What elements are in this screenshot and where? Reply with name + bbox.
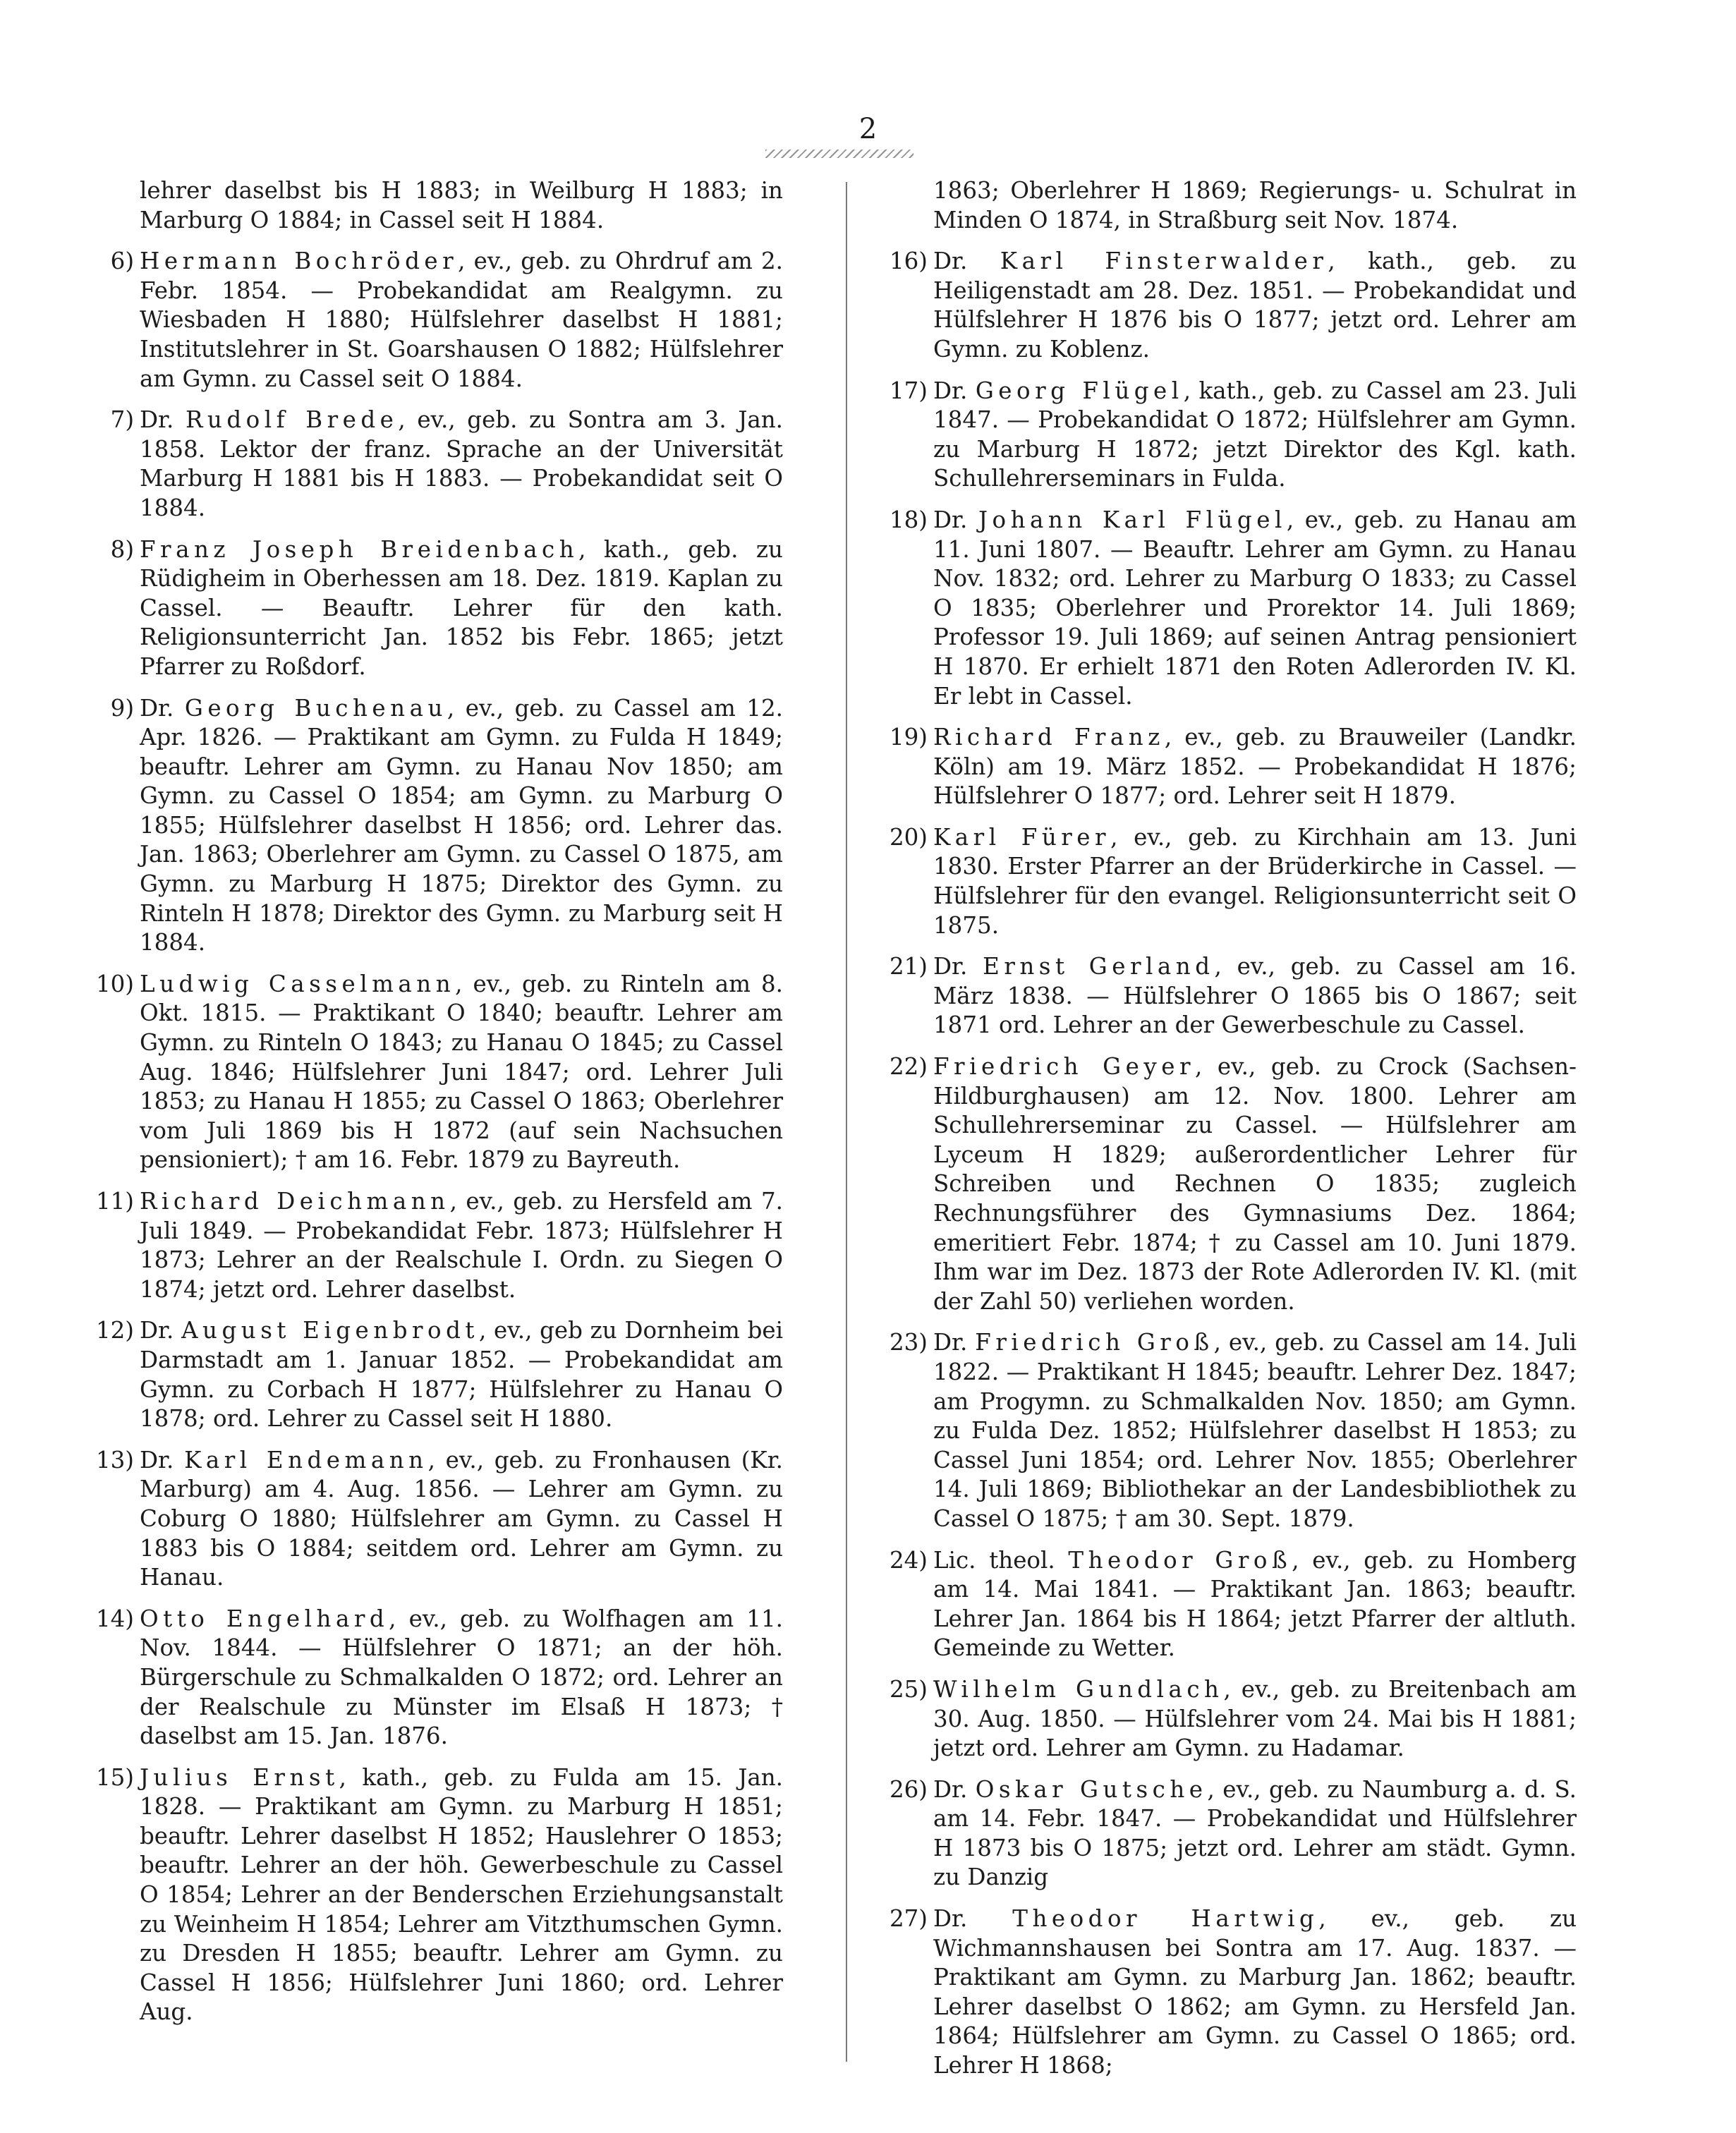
entry-6 xyxy=(78,247,783,394)
entry-8 xyxy=(78,535,783,682)
entry-text xyxy=(140,1763,783,2027)
entry-text xyxy=(933,1675,1577,1763)
entry-number: 16) xyxy=(889,248,928,275)
entry-number: 17) xyxy=(889,377,928,404)
entry-10 xyxy=(78,970,783,1175)
entry-number: 13) xyxy=(95,1446,134,1473)
entry-text xyxy=(933,823,1577,940)
entry-details: , ev., geb. zu Wichmannshausen bei Sontra am 17. Aug. 1837. — Praktikant am Gymn. zu Marburg Jan. 1862; beauftr. Lehrer daselbst O 1862; am Gymn. zu Hersfeld Jan. 1864; Hülfslehrer am Gymn. zu Cassel O 1865; ord. Lehrer H 1868; xyxy=(933,1905,1577,2079)
entry-name: Theodor Groß xyxy=(1068,1546,1292,1574)
entry-number: 24) xyxy=(889,1546,928,1574)
entry-text xyxy=(933,1775,1577,1892)
entry-15 xyxy=(78,1763,783,2027)
entry-text xyxy=(933,1328,1577,1533)
entry-number: 18) xyxy=(889,506,928,533)
entry-details: , ev., geb. zu Crock (Sachsen-Hildburghausen) am 12. Nov. 1800. Lehrer am Schullehrerseminar zu Cassel. — Hülfslehrer am Lyceum H 1829; außerordentlicher Lehrer für Schreiben und Rechnen O 1835; zugleich Rechnungsführer des Gymnasiums Dez. 1864; emeritiert Febr. 1874; † zu Cassel am 10. Juni 1879. Ihm war im Dez. 1873 der Rote Adlerorden IV. Kl. (mit der Zahl 50) verliehen worden. xyxy=(933,1053,1577,1315)
entry-prefix: Dr. xyxy=(933,953,983,980)
entry-details: , ev., geb. zu Hanau am 11. Juni 1807. — Beauftr. Lehrer am Gymn. zu Hanau Nov. 1832; ord. Lehrer zu Marburg O 1833; zu Cassel O 1835; Oberlehrer und Prorektor 14. Juli 1869; Professor 19. Juli 1869; auf seinen Antrag pensioniert H 1870. Er erhielt 1871 den Roten Adlerorden IV. Kl. Er lebt in Cassel. xyxy=(933,506,1577,710)
entry-24 xyxy=(871,1546,1577,1663)
right-column xyxy=(871,176,1577,2093)
entry-name: Richard Franz xyxy=(933,724,1165,751)
entry-prefix: Lic. theol. xyxy=(933,1546,1069,1574)
entry-prefix: Dr. xyxy=(933,1329,976,1356)
entry-name: Oskar Gutsche xyxy=(975,1775,1208,1803)
entry-number: 7) xyxy=(110,406,134,434)
entry-text xyxy=(933,506,1577,711)
entry-details: , kath., geb. zu Fulda am 15. Jan. 1828. — Praktikant am Gymn. zu Marburg H 1851; beauftr. Lehrer daselbst H 1852; Hauslehrer O 1853; beauftr. Lehrer an der höh. Gewerbeschule zu Cassel O 1854; Lehrer an der Benderschen Erziehungsanstalt zu Weinheim H 1854; Lehrer am Vitzthumschen Gymn. zu Dresden H 1855; beauftr. Lehrer am Gymn. zu Cassel H 1856; Hülfslehrer Juni 1860; ord. Lehrer Aug. xyxy=(140,1763,784,2026)
entry-details: , ev., geb. zu Rinteln am 8. Okt. 1815. — Praktikant O 1840; beauftr. Lehrer am Gymn. zu Rinteln O 1843; zu Hanau O 1845; zu Cassel Aug. 1846; Hülfslehrer Juni 1847; ord. Lehrer Juli 1853; zu Hanau H 1855; zu Cassel O 1863; Oberlehrer vom Juli 1869 bis H 1872 (auf sein Nachsuchen pensioniert); † am 16. Febr. 1879 zu Bayreuth. xyxy=(140,970,784,1174)
entry-prefix: Dr. xyxy=(933,506,978,533)
entry-23 xyxy=(871,1328,1577,1533)
entry-name: Hermann Bochröder xyxy=(140,248,459,275)
entry-17 xyxy=(871,377,1577,494)
entry-18 xyxy=(871,506,1577,711)
entry-7 xyxy=(78,406,783,523)
entry-number: 14) xyxy=(95,1605,134,1632)
entry-text xyxy=(140,1605,783,1751)
entry-12 xyxy=(78,1316,783,1433)
entry-number: 11) xyxy=(95,1188,134,1215)
entry-number: 19) xyxy=(889,724,928,751)
entry-details: , kath., geb. zu Rüdigheim in Oberhessen am 18. Dez. 1819. Kaplan zu Cassel. — Beauftr. Lehrer für den kath. Religionsunterricht Jan. 1852 bis Febr. 1865; jetzt Pfarrer zu Roßdorf. xyxy=(140,535,783,680)
entry-prefix: Dr. xyxy=(933,377,976,404)
entry-prefix: Dr. xyxy=(933,1905,1013,1933)
entry-name: Friedrich Groß xyxy=(975,1329,1214,1356)
entry-14 xyxy=(78,1605,783,1751)
entry-9 xyxy=(78,694,783,958)
entry-details: , ev., geb. zu Hersfeld am 7. Juli 1849. — Probekandidat Febr. 1873; Hülfslehrer H 1873; Lehrer an der Realschule I. Ordn. zu Siegen O 1874; jetzt ord. Lehrer daselbst. xyxy=(140,1188,783,1303)
entry-name: Georg Flügel xyxy=(975,377,1184,404)
entry-name: Ludwig Casselmann xyxy=(140,970,456,997)
entry-text xyxy=(140,1446,783,1593)
entry-number: 9) xyxy=(110,694,134,722)
entry-text xyxy=(933,1052,1577,1316)
entry-prefix: Dr. xyxy=(140,694,185,722)
entry-text xyxy=(933,952,1577,1040)
entry-name: Friedrich Geyer xyxy=(933,1053,1195,1081)
entry-text xyxy=(933,247,1577,364)
entry-19 xyxy=(871,723,1577,811)
entry-26 xyxy=(871,1775,1577,1892)
entry-text xyxy=(140,406,783,523)
entry-name: Theodor Hartwig xyxy=(1012,1905,1319,1933)
entry-details: , ev., geb. zu Sontra am 3. Jan. 1858. Lektor der franz. Sprache an der Universität Marburg H 1881 bis H 1883. — Probekandidat seit O 1884. xyxy=(140,406,783,521)
entry-text xyxy=(140,535,783,682)
entry-number: 8) xyxy=(110,535,134,563)
entry-11 xyxy=(78,1187,783,1304)
entry-name: Ernst Gerland xyxy=(983,953,1215,980)
entry-name: Karl Endemann xyxy=(184,1446,428,1473)
entry-details: , ev., geb. zu Ohrdruf am 2. Febr. 1854. — Probekandidat am Realgymn. zu Wiesbaden H 1880; Hülfslehrer daselbst H 1881; Institutslehrer in St. Goarshausen O 1882; Hülfslehrer am Gymn. zu Cassel seit O 1884. xyxy=(140,248,783,392)
entry-number: 25) xyxy=(889,1675,928,1703)
entry-details: , ev., geb. zu Kirchhain am 13. Juni 1830. Erster Pfarrer an der Brüderkirche in Cassel. — Hülfslehrer für den evangel. Religionsunterricht seit O 1875. xyxy=(933,823,1577,939)
column-divider xyxy=(846,182,847,2062)
entry-prefix: Dr. xyxy=(140,406,186,434)
entry-prefix: Dr. xyxy=(140,1446,185,1473)
entry-name: Franz Joseph Breidenbach xyxy=(140,535,579,563)
entry-16 xyxy=(871,247,1577,364)
entry-name: Georg Buchenau xyxy=(184,694,447,722)
entry-details: , ev., geb. zu Wolfhagen am 11. Nov. 1844. — Hülfslehrer O 1871; an der höh. Bürgerschule zu Schmalkalden O 1872; ord. Lehrer an der Realschule zu Münster im Elsaß H 1873; † daselbst am 15. Jan. 1876. xyxy=(140,1605,783,1750)
entry-21 xyxy=(871,952,1577,1040)
entry-name: August Eigenbrodt xyxy=(181,1317,479,1344)
entry-name: Rudolf Brede xyxy=(185,406,399,434)
entry-number: 10) xyxy=(95,970,134,997)
entry-text xyxy=(933,1904,1577,2081)
entry-25 xyxy=(871,1675,1577,1763)
entry-details: , ev., geb. zu Homberg am 14. Mai 1841. — Praktikant Jan. 1863; beauftr. Lehrer Jan. 1864 bis H 1864; jetzt Pfarrer der altluth. Gemeinde zu Wetter. xyxy=(933,1546,1577,1662)
ornament-rule xyxy=(765,150,913,158)
entry-text xyxy=(140,1187,783,1304)
entry-prefix: Dr. xyxy=(933,248,1000,275)
entry-number: 6) xyxy=(110,248,134,275)
entry-number: 27) xyxy=(889,1905,928,1933)
entry-name: Karl Finsterwalder xyxy=(1000,248,1328,275)
entry-text xyxy=(140,694,783,958)
entry-details: , kath., geb. zu Heiligenstadt am 28. Dez. 1851. — Probekandidat und Hülfslehrer H 1876 bis O 1877; jetzt ord. Lehrer am Gymn. zu Koblenz. xyxy=(933,248,1577,363)
entry-number: 20) xyxy=(889,823,928,851)
entry-details: , kath., geb. zu Cassel am 23. Juli 1847. — Probekandidat O 1872; Hülfslehrer am Gymn. zu Marburg H 1872; jetzt Direktor des Kgl. kath. Schullehrerseminars in Fulda. xyxy=(933,377,1577,492)
entry-22 xyxy=(871,1052,1577,1316)
entry-name: Johann Karl Flügel xyxy=(978,506,1287,533)
entry-number: 12) xyxy=(95,1317,134,1344)
entry-details: , ev., geb. zu Breitenbach am 30. Aug. 1850. — Hülfslehrer vom 24. Mai bis H 1881; jetzt ord. Lehrer am Gymn. zu Hadamar. xyxy=(933,1675,1577,1762)
entry-20 xyxy=(871,823,1577,940)
entry-text xyxy=(140,970,783,1175)
entry-name: Otto Engelhard xyxy=(140,1605,389,1632)
entry-prefix: Dr. xyxy=(933,1775,976,1803)
entry-name: Karl Fürer xyxy=(933,823,1111,851)
entry-text xyxy=(933,377,1577,494)
entry-name: Wilhelm Gundlach xyxy=(933,1675,1224,1703)
continuation-text: lehrer daselbst bis H 1883; in Weilburg H 1883; in Marburg O 1884; in Cassel seit H 1884. xyxy=(140,177,783,233)
entry-27 xyxy=(871,1904,1577,2081)
entry-text xyxy=(140,247,783,394)
entry-number: 23) xyxy=(889,1329,928,1356)
right-continuation xyxy=(871,176,1577,235)
entry-prefix: Dr. xyxy=(140,1317,182,1344)
continuation-text: 1863; Oberlehrer H 1869; Regierungs- u. Schulrat in Minden O 1874, in Straßburg seit Nov. 1874. xyxy=(933,177,1577,233)
entry-number: 15) xyxy=(95,1763,134,1791)
entry-details: , ev., geb zu Dornheim bei Darmstadt am 1. Januar 1852. — Probekandidat am Gymn. zu Corbach H 1877; Hülfslehrer zu Hanau O 1878; ord. Lehrer zu Cassel seit H 1880. xyxy=(140,1317,784,1433)
entry-details: , ev., geb. zu Cassel am 16. März 1838. — Hülfslehrer O 1865 bis O 1867; seit 1871 ord. Lehrer an der Gewerbeschule zu Cassel. xyxy=(933,953,1577,1039)
left-column xyxy=(78,176,783,2039)
entry-details: , ev., geb. zu Cassel am 12. Apr. 1826. — Praktikant am Gymn. zu Fulda H 1849; beauftr. Lehrer am Gymn. zu Hanau Nov 1850; am Gymn. zu Cassel O 1854; am Gymn. zu Marburg O 1855; Hülfslehrer daselbst H 1856; ord. Lehrer das. Jan. 1863; Oberlehrer am Gymn. zu Cassel O 1875, am Gymn. zu Marburg H 1875; Direktor des Gymn. zu Rinteln H 1878; Direktor des Gymn. zu Marburg seit H 1884. xyxy=(140,694,783,956)
entry-text xyxy=(140,1316,783,1433)
entry-details: , ev., geb. zu Fronhausen (Kr. Marburg) am 4. Aug. 1856. — Lehrer am Gymn. zu Coburg O 1880; Hülfslehrer am Gymn. zu Cassel H 1883 bis O 1884; seitdem ord. Lehrer am Gymn. zu Hanau. xyxy=(140,1446,783,1591)
entry-name: Richard Deichmann xyxy=(140,1188,450,1215)
entry-text xyxy=(933,1546,1577,1663)
page-number: 2 xyxy=(858,113,878,145)
entry-text xyxy=(933,723,1577,811)
entry-number: 22) xyxy=(889,1053,928,1081)
entry-13 xyxy=(78,1446,783,1593)
entry-number: 26) xyxy=(889,1775,928,1803)
left-continuation xyxy=(78,176,783,235)
entry-details: , ev., geb. zu Brauweiler (Landkr. Köln) am 19. März 1852. — Probekandidat H 1876; Hülfslehrer O 1877; ord. Lehrer seit H 1879. xyxy=(933,724,1577,810)
entry-name: Julius Ernst xyxy=(140,1763,339,1791)
entry-details: , ev., geb. zu Cassel am 14. Juli 1822. — Praktikant H 1845; beauftr. Lehrer Dez. 1847; am Progymn. zu Schmalkalden Nov. 1850; am Gymn. zu Fulda Dez. 1852; Hülfslehrer daselbst H 1853; zu Cassel Juni 1854; ord. Lehrer Nov. 1855; Oberlehrer 14. Juli 1869; Bibliothekar an der Landesbibliothek zu Cassel O 1875; † am 30. Sept. 1879. xyxy=(933,1329,1577,1532)
entry-details: , ev., geb. zu Naumburg a. d. S. am 14. Febr. 1847. — Probekandidat und Hülfslehrer H 1873 bis O 1875; jetzt ord. Lehrer am städt. Gymn. zu Danzig xyxy=(933,1775,1577,1891)
entry-number: 21) xyxy=(889,953,928,980)
